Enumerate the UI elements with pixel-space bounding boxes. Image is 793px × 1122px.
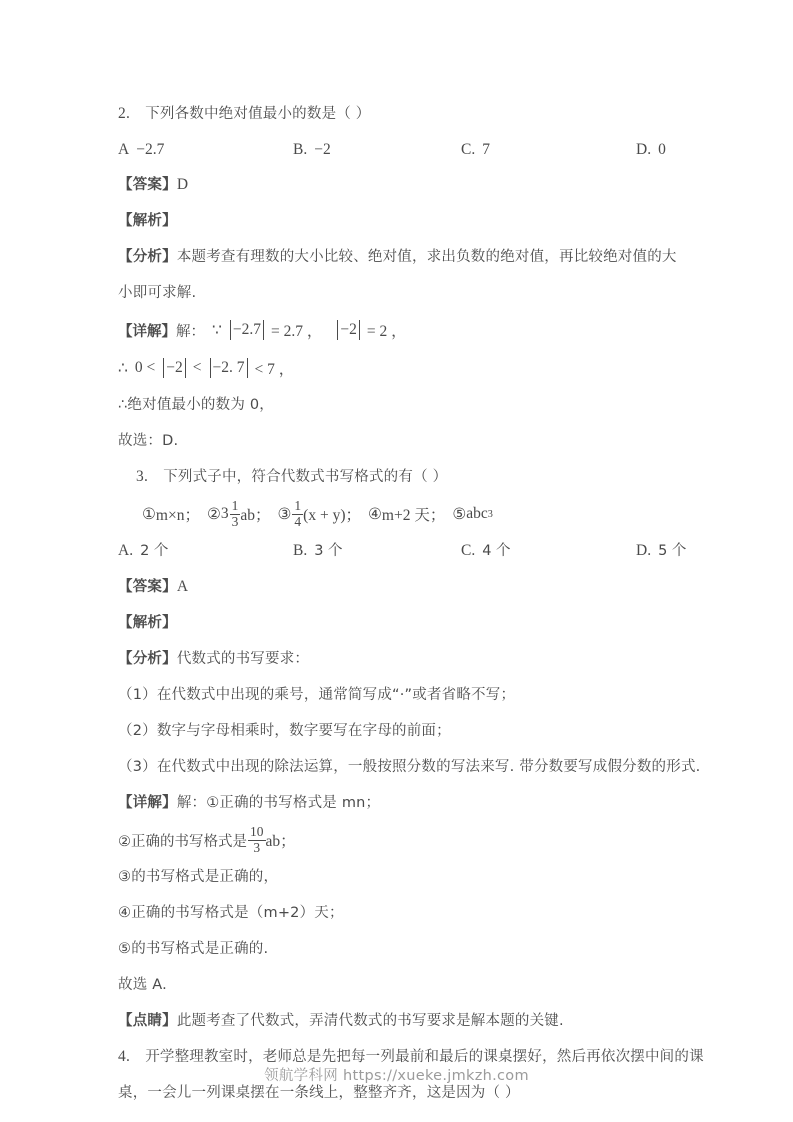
option-b-label: B.	[293, 542, 308, 559]
option-d-text: 5 个	[658, 543, 687, 559]
question-3-rule-2	[118, 713, 680, 749]
question-2-explain-heading	[118, 203, 680, 239]
question-3-stem	[118, 459, 680, 495]
question-2-number: 2.	[118, 105, 131, 122]
option-c-label: C.	[461, 141, 476, 158]
question-3-detail-lead	[118, 785, 680, 821]
question-3-options	[118, 533, 687, 569]
because-symbol: ∵	[212, 321, 222, 339]
inequality-abs-1: −2	[163, 358, 186, 377]
step-3-text: ③的书写格式是正确的，	[118, 869, 279, 885]
abs-expression-2: −2	[337, 320, 360, 339]
question-3-option-c[interactable]	[461, 533, 636, 569]
question-4-stem-text-line-2: 桌，一会儿一列课桌摆在一条线上，整整齐齐，这是因为（ ）	[118, 1085, 520, 1101]
rule-1-text: （1）在代数式中出现的乘号，通常简写成“·”或者省略不写；	[118, 687, 516, 703]
tip-label: 【点睛】	[118, 1013, 177, 1029]
question-3-option-d[interactable]	[636, 533, 686, 569]
expression-5-exponent: 3	[487, 508, 493, 520]
watermark-url: https://xueke.jmkzh.com	[343, 1068, 529, 1084]
choose-text: 故选 A.	[118, 977, 167, 993]
question-2-option-b[interactable]	[293, 132, 461, 167]
question-3-detail-step-2	[118, 821, 680, 859]
option-b-text: 3 个	[314, 543, 343, 559]
expression-1-text: m×n；	[155, 507, 200, 524]
question-2-option-c[interactable]	[461, 132, 636, 167]
question-4-number: 4.	[118, 1048, 131, 1065]
question-3-rule-1	[118, 677, 680, 713]
fraction-numerator: 10	[250, 824, 264, 840]
choose-text: 故选：D.	[118, 433, 179, 449]
option-d-text: 0	[658, 141, 666, 158]
question-3-expressions	[118, 495, 680, 533]
option-d-label: D.	[636, 542, 652, 559]
answer-label: 【答案】	[118, 177, 177, 193]
inequality-abs-2: −2. 7	[210, 358, 248, 377]
question-3-detail-step-3	[118, 859, 680, 895]
expression-2-tail: ab；	[240, 507, 271, 524]
option-a-label: A	[118, 141, 130, 158]
detail-label: 【详解】	[118, 323, 176, 340]
option-c-text: 4 个	[482, 543, 511, 559]
option-a-label: A.	[118, 542, 134, 559]
question-2-option-d[interactable]	[636, 132, 666, 167]
step-2-tail: ab；	[265, 833, 296, 850]
inequality-zero: 0 <	[134, 359, 156, 376]
question-3-answer	[118, 569, 680, 605]
question-3-choose	[118, 967, 680, 1003]
question-3-detail-step-5	[118, 931, 680, 967]
step-2-lead: ②正确的书写格式是	[118, 833, 247, 850]
step-4-text: ④正确的书写格式是（m+2）天；	[118, 905, 344, 921]
fraction-denominator: 3	[248, 840, 266, 855]
step-5-text: ⑤的书写格式是正确的.	[118, 941, 269, 957]
abs-expression-2-result: = 2 ，	[366, 323, 407, 340]
question-2-stem	[118, 96, 680, 132]
watermark-site-name: 领航学科网	[264, 1068, 339, 1084]
abs-expression-1: −2.7	[230, 320, 264, 339]
expression-4-text: m+2 天；	[381, 507, 446, 524]
expression-4-marker: ④	[368, 505, 382, 523]
analysis-label: 【分析】	[118, 651, 177, 667]
answer-label: 【答案】	[118, 579, 177, 595]
question-2-detail-line-2	[118, 349, 680, 387]
analysis-text: 本题考查有理数的大小比较、绝对值，求出负数的绝对值，再比较绝对值的大小即可求解.	[118, 249, 677, 301]
question-3-analysis	[118, 641, 680, 677]
detail-label: 【详解】	[118, 795, 177, 811]
rule-3-text: （3）在代数式中出现的除法运算，一般按照分数的写法来写. 带分数要写成假分数的形式.	[118, 759, 701, 775]
question-2-stem-text: 下列各数中绝对值最小的数是（ ）	[145, 106, 371, 122]
rule-2-text: （2）数字与字母相乘时，数字要写在字母的前面；	[118, 723, 451, 739]
expression-2-lead: 3	[220, 505, 229, 522]
inequality-operator: <	[192, 359, 202, 376]
question-3-option-b[interactable]	[293, 533, 461, 569]
question-3-option-a[interactable]	[118, 533, 293, 569]
step-2-fraction	[248, 825, 266, 854]
explain-label: 【解析】	[118, 213, 177, 229]
expression-3-fraction	[292, 499, 303, 528]
question-3-number: 3.	[136, 468, 149, 485]
expression-2-fraction	[230, 499, 241, 528]
therefore-symbol: ∴	[118, 359, 128, 377]
option-b-label: B.	[293, 141, 308, 158]
question-3-explain-heading	[118, 605, 680, 641]
option-d-label: D.	[636, 141, 652, 158]
option-a-text: 2 个	[140, 543, 169, 559]
question-2-answer	[118, 167, 680, 203]
question-2-analysis	[118, 239, 680, 311]
expression-2-marker: ②	[206, 505, 221, 523]
expression-5-marker: ⑤	[452, 505, 467, 523]
question-3-rule-3	[118, 749, 701, 785]
expression-5-base: abc	[466, 505, 488, 522]
fraction-denominator: 3	[231, 513, 239, 529]
question-3-tip	[118, 1003, 680, 1039]
conclusion-text: ∴绝对值最小的数为 0，	[118, 397, 274, 413]
question-2-conclusion	[118, 387, 680, 423]
inequality-tail: < 7 ，	[254, 361, 295, 378]
question-2-detail-line-1	[118, 311, 680, 349]
analysis-label: 【分析】	[118, 249, 177, 265]
fraction-denominator: 4	[294, 513, 302, 529]
option-a-text: −2.7	[136, 141, 165, 158]
abs-expression-1-result: = 2.7 ，	[271, 323, 323, 340]
answer-value: D	[176, 176, 189, 193]
detail-lead-text: 解：①正确的书写格式是 mn；	[176, 795, 381, 811]
expression-3-tail: (x + y)；	[303, 507, 361, 524]
document-content	[118, 96, 704, 1111]
question-3-detail-step-4	[118, 895, 680, 931]
detail-lead: 解：	[176, 323, 205, 340]
fraction-numerator: 1	[294, 498, 302, 514]
question-4-stem-text-line-1: 开学整理教室时，老师总是先把每一列最前和最后的课桌摆好，然后再依次摆中间的课	[145, 1049, 704, 1065]
analysis-text: 代数式的书写要求：	[176, 651, 310, 667]
option-b-text: −2	[314, 141, 331, 158]
question-2-option-a[interactable]	[118, 132, 293, 167]
expression-3-marker: ③	[277, 505, 292, 523]
question-2-options	[118, 132, 680, 167]
tip-text: 此题考查了代数式，弄清代数式的书写要求是解本题的关键.	[176, 1013, 564, 1029]
option-c-text: 7	[482, 141, 490, 158]
question-2-choose	[118, 423, 680, 459]
question-3-stem-text: 下列式子中，符合代数式书写格式的有（ ）	[163, 469, 448, 485]
answer-value: A	[176, 578, 189, 595]
expression-1-marker: ①	[142, 505, 156, 523]
watermark	[0, 1064, 793, 1085]
option-c-label: C.	[461, 542, 476, 559]
explain-label: 【解析】	[118, 615, 177, 631]
fraction-numerator: 1	[231, 498, 239, 514]
